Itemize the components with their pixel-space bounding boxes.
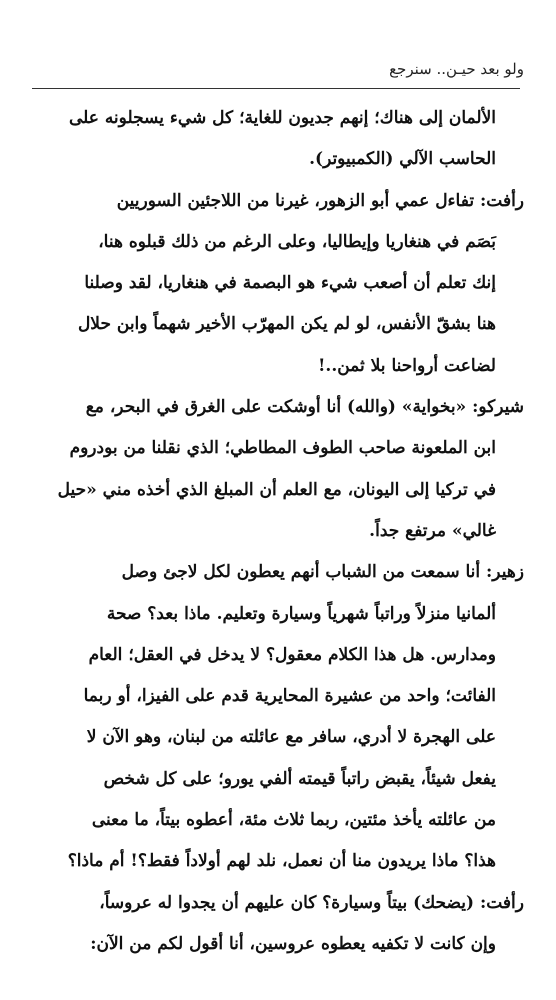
text-line: هنا بشقّ الأنفس، لو لم يكن المهرّب الأخير شهماً وابن حلال xyxy=(77,314,496,335)
body-text xyxy=(30,98,524,965)
text-line: وإن كانت لا تكفيه يعطوه عروسين، أنا أقول لكم من الآن: xyxy=(90,933,496,954)
text-line: رأفت: (يضحك) بيتاً وسيارة؟ كان عليهم أن يجدوا له عروساً، xyxy=(99,892,524,913)
header-rule xyxy=(32,88,520,89)
text-line: على الهجرة لا أدري، سافر مع عائلته من لبنان، وهو الآن لا xyxy=(86,727,496,748)
text-line: ألمانيا منزلاً وراتباً شهرياً وسيارة وتعليم. ماذا بعد؟ صحة xyxy=(106,603,496,624)
text-line: رأفت: تفاءل عمي أبو الزهور، غيرنا من اللاجئين السوريين xyxy=(116,190,524,211)
text-line: الألمان إلى هناك؛ إنهم جديون للغاية؛ كل شيء يسجلونه على xyxy=(68,108,496,128)
text-line: هذا؟ ماذا يريدون منا أن نعمل، نلد لهم أولاداً فقط؟! أم ماذا؟ xyxy=(67,851,496,872)
text-line: إنك تعلم أن أصعب شيء هو البصمة في هنغاريا، لقد وصلنا xyxy=(84,273,496,294)
text-line: الفائت؛ واحد من عشيرة المحايرية قدم على الفيزا، أو ربما xyxy=(83,686,496,707)
text-line: من عائلته يأخذ مئتين، ربما ثلاث مئة، أعطوه بيتاً، ما معنى xyxy=(91,810,496,831)
text-line: ابن الملعونة صاحب الطوف المطاطي؛ الذي نقلنا من بودروم xyxy=(69,438,496,459)
text-line: الحاسب الآلي (الكمبيوتر). xyxy=(309,149,496,170)
text-line: ومدارس. هل هذا الكلام معقول؟ لا يدخل في العقل؛ العام xyxy=(88,644,496,665)
text-line: غالي» مرتفع جداً. xyxy=(369,520,496,541)
text-line: يفعل شيئاً، يقبض راتباً قيمته ألفي يورو؛ على كل شخص xyxy=(103,768,496,789)
text-line: بَصَم في هنغاريا وإيطاليا، وعلى الرغم من ذلك قبلوه هنا، xyxy=(98,231,496,252)
text-line: زهير: أنا سمعت من الشباب أنهم يعطون لكل لاجئ وصل xyxy=(121,562,524,583)
running-header: ولو بعد حيـن.. سنرجع xyxy=(389,60,524,78)
text-line: لضاعت أرواحنا بلا ثمن..! xyxy=(317,355,496,376)
text-line: في تركيا إلى اليونان، مع العلم أن المبلغ الذي أخذه مني «حيل xyxy=(57,479,496,500)
text-line: شيركو: «بخواية» (والله) أنا أوشكت على الغرق في البحر، مع xyxy=(85,397,524,418)
